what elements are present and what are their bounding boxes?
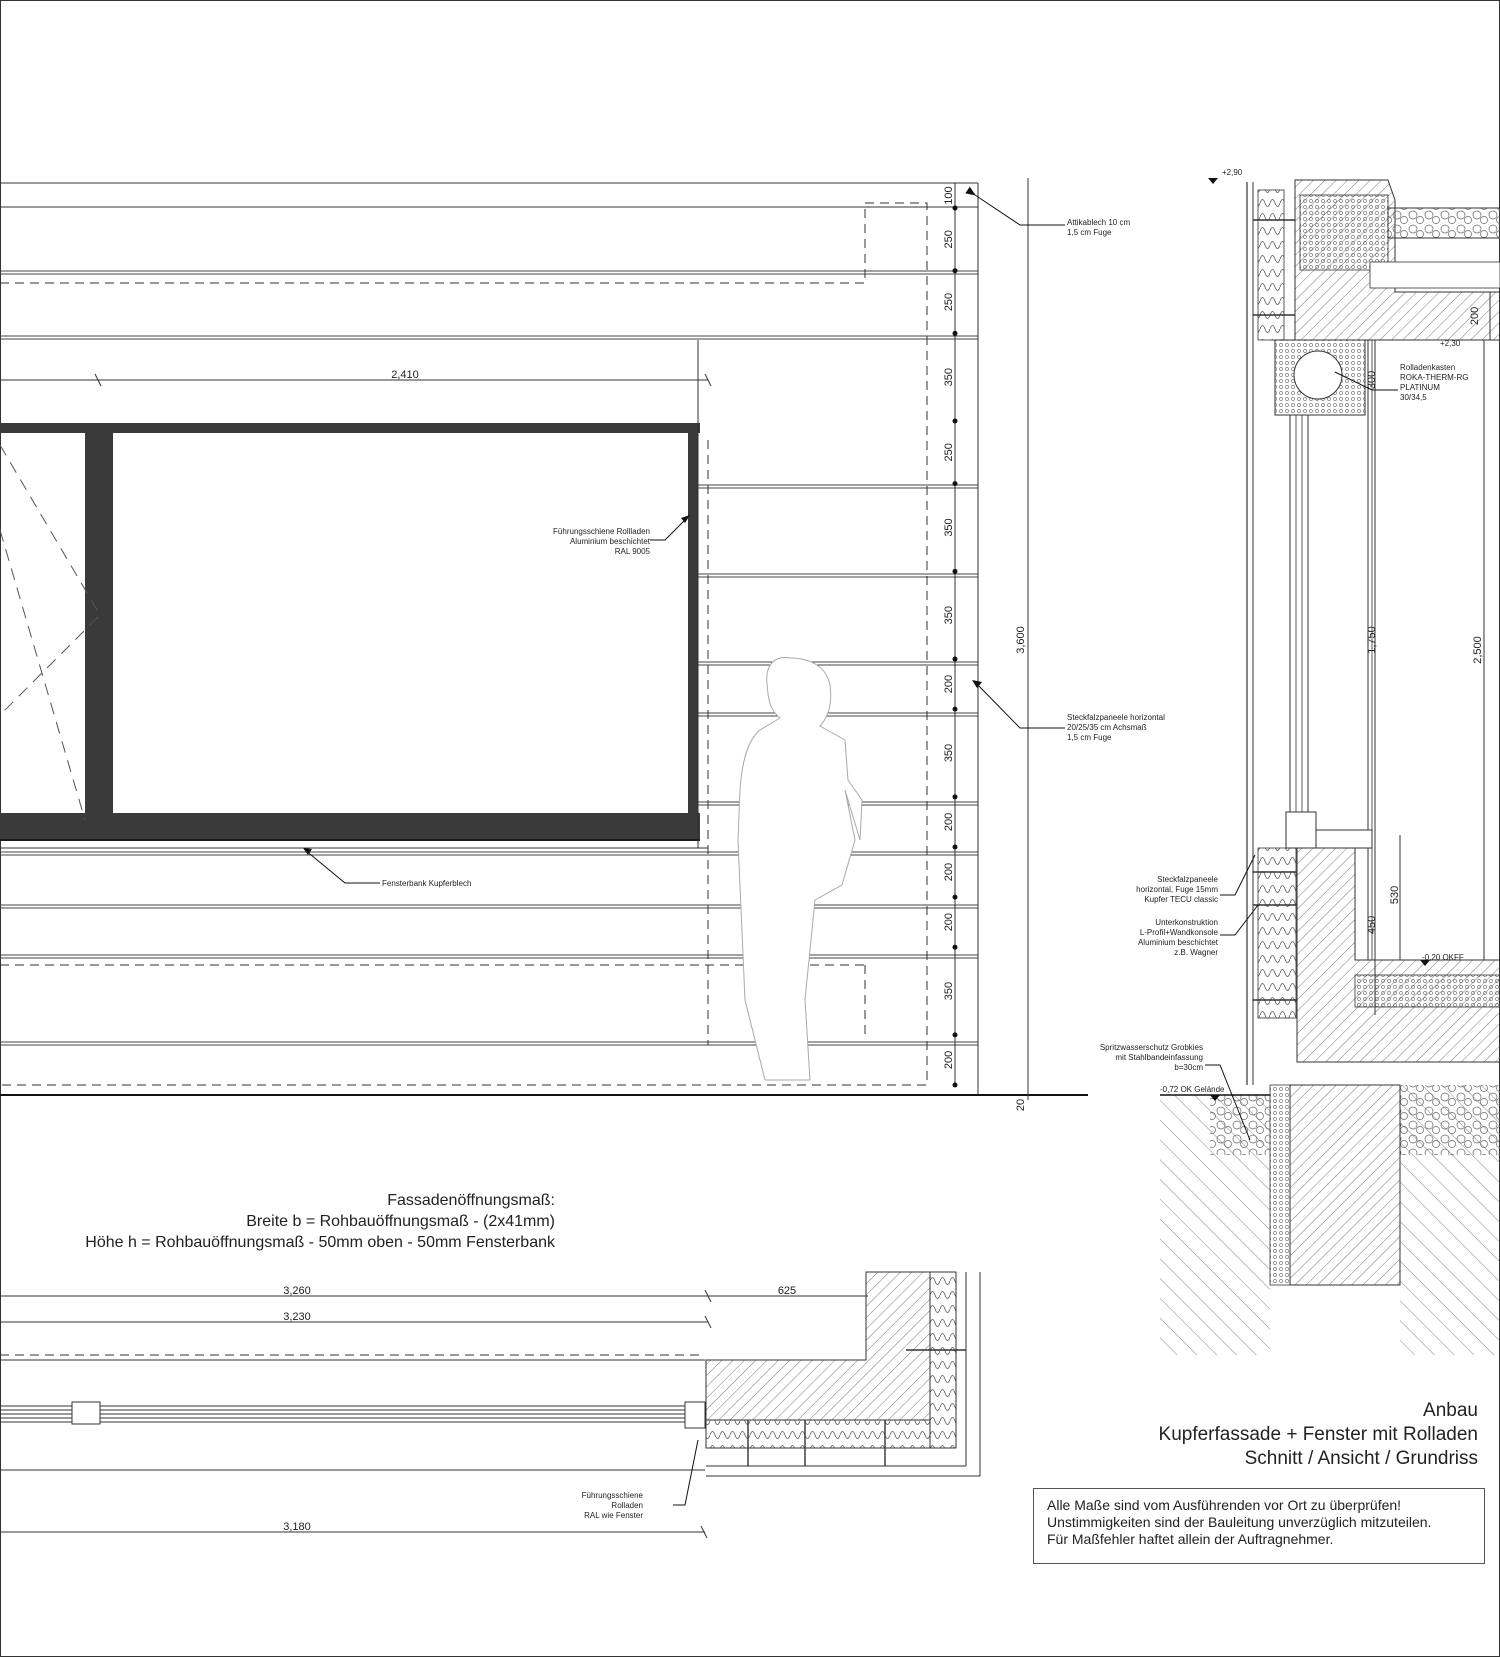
sec-label-spritz-1: Spritzwasserschutz Grobkies xyxy=(1099,1043,1203,1052)
floor-plan xyxy=(0,1272,980,1538)
dim-segment-label: 100 xyxy=(943,186,955,205)
dim-segment-label: 250 xyxy=(943,230,955,249)
sec-label-steckfalz-2: horizontal, Fuge 15mm xyxy=(1136,885,1218,894)
dim-tick xyxy=(953,569,958,574)
disclaimer-line3: Für Maßfehler haftet allein der Auftragnehmer. xyxy=(1047,1531,1334,1547)
dim-tick xyxy=(953,1032,958,1037)
label-fuehrung-3: RAL 9005 xyxy=(614,547,650,556)
dim-tick xyxy=(953,657,958,662)
sec-label-uk-1: Unterkonstruktion xyxy=(1155,918,1218,927)
dim-segment-label: 350 xyxy=(943,981,955,1001)
sec-label-steckfalz-1: Steckfalzpaneele xyxy=(1157,875,1218,884)
dim-segment-label: 200 xyxy=(943,912,955,932)
dim-segment-label: 350 xyxy=(943,606,955,625)
opening-note-line1: Breite b = Rohbauöffnungsmaß - (2x41mm) xyxy=(246,1213,555,1230)
label-fuehrung-2: Aluminium beschichtet xyxy=(569,537,650,546)
plan-dim-a: 3,260 xyxy=(283,1285,311,1297)
dim-tick xyxy=(953,206,958,211)
sec-dim-200: 200 xyxy=(1469,306,1481,326)
dim-tick xyxy=(953,707,958,712)
dim-window-width: 2,410 xyxy=(391,369,419,381)
dim-segment-label: 200 xyxy=(943,862,955,882)
opening-note-line2: Höhe h = Rohbauöffnungsmaß - 50mm oben - 50mm Fensterbank xyxy=(85,1234,555,1251)
dim-tick xyxy=(953,895,958,900)
dim-bottom-offset: 20 xyxy=(1015,1098,1027,1112)
level-okff: -0,20 OKFF xyxy=(1422,953,1464,962)
disclaimer-line1: Alle Maße sind vom Ausführenden vor Ort zu überprüfen! xyxy=(1047,1497,1402,1513)
label-steckfalz-1: Steckfalzpaneele horizontal xyxy=(1067,713,1165,722)
dim-total-height: 3,600 xyxy=(1015,626,1027,654)
plan-label-fuehrung-2: Rolladen xyxy=(611,1501,643,1510)
sec-label-spritz-2: mit Stahlbandeinfassung xyxy=(1115,1053,1203,1062)
sec-dim-530: 530 xyxy=(1389,885,1401,905)
opening-note-title: Fassadenöffnungsmaß: xyxy=(387,1192,555,1209)
dim-tick xyxy=(953,945,958,950)
sec-dim-450: 450 xyxy=(1366,915,1378,935)
person-silhouette-icon xyxy=(738,657,862,1080)
label-steckfalz-2: 20/25/35 cm Achsmaß xyxy=(1067,723,1147,732)
label-attika-2: 1,5 cm Fuge xyxy=(1067,228,1112,237)
plan-dim-c: 3,230 xyxy=(283,1311,311,1323)
dim-segment-label: 200 xyxy=(943,1050,955,1070)
level-gelaende: -0,72 OK Gelände xyxy=(1160,1085,1225,1094)
plan-label-fuehrung-1: Führungsschiene xyxy=(581,1491,643,1500)
disclaimer-box xyxy=(1033,1488,1485,1564)
plan-dim-d: 3,180 xyxy=(283,1521,311,1533)
sec-label-rolladen-2: ROKA-THERM-RG xyxy=(1400,373,1469,382)
dim-tick xyxy=(953,844,958,849)
opening-note xyxy=(85,1192,556,1251)
title-block xyxy=(1159,1400,1478,1469)
sec-dim-1750: 1,750 xyxy=(1366,626,1378,654)
label-steckfalz-3: 1,5 cm Fuge xyxy=(1067,733,1112,742)
facade-elevation xyxy=(0,178,1165,1111)
level-230: +2,30 xyxy=(1440,339,1461,348)
sec-dim-2500: 2,500 xyxy=(1472,636,1484,664)
dim-tick xyxy=(953,268,958,273)
sec-label-uk-2: L-Profil+Wandkonsole xyxy=(1139,928,1218,937)
dim-segment-label: 350 xyxy=(943,368,955,387)
dim-segment-label: 200 xyxy=(943,674,955,694)
plan-label-fuehrung-3: RAL wie Fenster xyxy=(584,1511,643,1520)
sec-label-uk-4: z.B. Wagner xyxy=(1174,948,1218,957)
dim-tick xyxy=(953,481,958,486)
label-attika-1: Attikablech 10 cm xyxy=(1067,218,1131,227)
label-fuehrung-1: Führungsschiene Rollladen xyxy=(553,527,650,536)
sec-label-steckfalz-3: Kupfer TECU classic xyxy=(1144,895,1218,904)
label-fensterbank: Fensterbank Kupferblech xyxy=(382,879,472,888)
sec-label-rolladen-4: 30/34,5 xyxy=(1400,393,1427,402)
dim-tick xyxy=(953,794,958,799)
sec-label-rolladen-1: Rolladenkasten xyxy=(1400,363,1456,372)
wall-section xyxy=(1100,168,1500,1355)
title-line2: Kupferfassade + Fenster mit Rolladen xyxy=(1158,1424,1478,1445)
level-top: +2,90 xyxy=(1222,168,1243,177)
dim-segment-label: 350 xyxy=(943,518,955,537)
title-line1: Anbau xyxy=(1423,1400,1478,1421)
dim-tick xyxy=(953,331,958,336)
dim-segment-label: 200 xyxy=(943,812,955,832)
sec-label-uk-3: Aluminium beschichtet xyxy=(1137,938,1218,947)
sec-dim-300: 300 xyxy=(1366,370,1378,390)
disclaimer-line2: Unstimmigkeiten sind der Bauleitung unverzüglich mitzuteilen. xyxy=(1047,1514,1432,1530)
sec-label-spritz-3: b=30cm xyxy=(1174,1063,1203,1072)
title-line3: Schnitt / Ansicht / Grundriss xyxy=(1244,1448,1478,1469)
dim-tick xyxy=(953,1083,958,1088)
dim-segment-label: 350 xyxy=(943,743,955,763)
dim-segment-label: 250 xyxy=(943,443,955,462)
dim-tick xyxy=(953,419,958,424)
plan-dim-b: 625 xyxy=(777,1285,797,1297)
dim-segment-label: 250 xyxy=(943,292,955,312)
sec-label-rolladen-3: PLATINUM xyxy=(1400,383,1440,392)
